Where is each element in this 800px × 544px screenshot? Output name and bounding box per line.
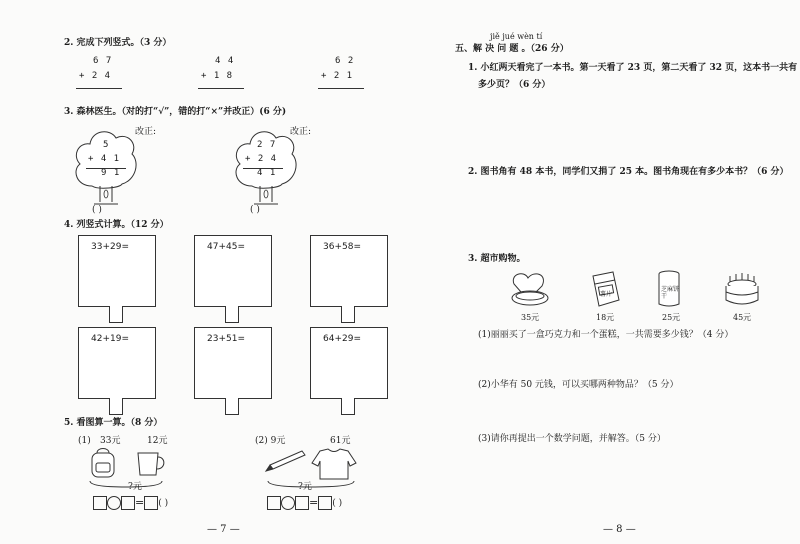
unit-paren: ( ) bbox=[158, 498, 169, 509]
tree-2-answer-paren[interactable]: ( ) bbox=[250, 205, 260, 215]
q5-1-price-a: 33元 bbox=[100, 436, 121, 446]
calc-box-1-expr: 33+29= bbox=[91, 242, 129, 252]
tree-1-answer-paren[interactable]: ( ) bbox=[92, 205, 102, 215]
q5-2-illustration bbox=[262, 445, 362, 489]
q2-3-line bbox=[318, 88, 364, 89]
q2-3-bottom: + 2 1 bbox=[321, 71, 354, 81]
tree-2-line3: 4 1 bbox=[257, 168, 277, 178]
q2-1-bottom: + 2 4 bbox=[79, 71, 112, 81]
page-number-left: — 7 — bbox=[207, 524, 240, 535]
product-2-price: 18元 bbox=[596, 313, 615, 322]
r-q3-sub1: (1)丽丽买了一盒巧克力和一个蛋糕，一共需要多少钱？（4 分） bbox=[478, 330, 734, 340]
calc-box-4-stand bbox=[109, 398, 123, 415]
q5-1-price-b: 12元 bbox=[147, 436, 168, 446]
q2-2-top: 4 4 bbox=[215, 56, 235, 66]
calc-box-2-stand bbox=[225, 306, 239, 323]
q5-1-brace bbox=[90, 481, 162, 487]
q4-title: 4. 列竖式计算。（12 分） bbox=[64, 220, 169, 230]
cup-icon bbox=[138, 453, 164, 475]
q2-1-top: 6 7 bbox=[93, 56, 113, 66]
r-q1-text2: 多少页？（6 分） bbox=[478, 80, 551, 90]
q5-1-label: (1) bbox=[78, 436, 91, 446]
calc-box-3-expr: 36+58= bbox=[323, 242, 361, 252]
q5-2-equation[interactable] bbox=[267, 496, 342, 511]
q5-title: 5. 看图算一算。（8 分） bbox=[64, 418, 163, 428]
calc-box-5-stand bbox=[225, 398, 239, 415]
q2-2-line bbox=[198, 88, 244, 89]
equals-sign: = bbox=[135, 496, 145, 509]
section-pinyin: jiě jué wèn tí bbox=[490, 32, 543, 41]
tree-1-line2: + 4 1 bbox=[88, 154, 121, 164]
operator-circle[interactable] bbox=[107, 496, 121, 510]
calc-box-5[interactable] bbox=[194, 327, 272, 399]
birthday-cake-icon bbox=[722, 268, 762, 310]
calc-box-1-stand bbox=[109, 306, 123, 323]
chocolate-box-icon bbox=[508, 270, 552, 310]
product-1-price: 35元 bbox=[521, 313, 540, 322]
section-title: 五、解 决 问 题 。（26 分） bbox=[455, 44, 569, 54]
operator-circle[interactable] bbox=[281, 496, 295, 510]
tree-1-correction-label: 改正: bbox=[135, 127, 157, 137]
q5-1-equation[interactable] bbox=[93, 496, 168, 511]
calc-box-1[interactable] bbox=[78, 235, 156, 307]
equals-sign: = bbox=[309, 496, 319, 509]
answer-square[interactable] bbox=[318, 496, 332, 510]
calc-box-6-expr: 64+29= bbox=[323, 334, 361, 344]
calc-box-2[interactable] bbox=[194, 235, 272, 307]
pen-icon bbox=[266, 451, 305, 471]
answer-square[interactable] bbox=[93, 496, 107, 510]
q5-2-total: ?元 bbox=[298, 482, 312, 492]
product-3-tag: 芝麻饼干 bbox=[661, 286, 680, 300]
calc-box-3-stand bbox=[341, 306, 355, 323]
answer-square[interactable] bbox=[267, 496, 281, 510]
answer-square[interactable] bbox=[144, 496, 158, 510]
answer-square[interactable] bbox=[121, 496, 135, 510]
r-q3-sub2: (2)小华有 50 元钱，可以买哪两种物品？（5 分） bbox=[478, 380, 679, 390]
q5-1-total: ?元 bbox=[128, 482, 142, 492]
r-q2-text: 2. 图书角有 48 本书，同学们又捐了 25 本。图书角现在有多少本书？（6 分） bbox=[468, 167, 789, 177]
backpack-icon bbox=[92, 449, 114, 478]
unit-paren: ( ) bbox=[332, 498, 343, 509]
product-3-price: 25元 bbox=[662, 313, 681, 322]
r-q3-sub3: (3)请你再提出一个数学问题，并解答。（5 分） bbox=[478, 434, 666, 444]
tree-1-line1: 5 bbox=[103, 140, 110, 150]
q3-title: 3. 森林医生。（对的打“√”，错的打“×”并改正）(6 分) bbox=[64, 107, 287, 117]
answer-square[interactable] bbox=[295, 496, 309, 510]
tree-2-line1: 2 7 bbox=[257, 140, 277, 150]
q2-1-line bbox=[76, 88, 122, 89]
calc-box-3[interactable] bbox=[310, 235, 388, 307]
q2-title: 2. 完成下列竖式。（3 分） bbox=[64, 38, 172, 48]
q5-2-price-b: 61元 bbox=[330, 436, 351, 446]
page-number-right: — 8 — bbox=[603, 524, 636, 535]
calc-box-2-expr: 47+45= bbox=[207, 242, 245, 252]
q5-2-label: (2) 9元 bbox=[255, 436, 286, 446]
calc-box-6[interactable] bbox=[310, 327, 388, 399]
calc-box-4-expr: 42+19= bbox=[91, 334, 129, 344]
product-2-tag: 薯片 bbox=[600, 291, 613, 298]
calc-box-6-stand bbox=[341, 398, 355, 415]
r-q3-title: 3. 超市购物。 bbox=[468, 254, 526, 264]
sweater-icon bbox=[312, 449, 356, 479]
r-q1-text1: 1. 小红两天看完了一本书。第一天看了 23 页，第二天看了 32 页，这本书一共有 bbox=[468, 63, 798, 73]
calc-box-5-expr: 23+51= bbox=[207, 334, 245, 344]
q2-3-top: 6 2 bbox=[335, 56, 355, 66]
q2-2-bottom: + 1 8 bbox=[201, 71, 234, 81]
tree-1-line3: 9 1 bbox=[101, 168, 121, 178]
tree-2-correction-label: 改正: bbox=[290, 127, 312, 137]
tree-2-line2: + 2 4 bbox=[245, 154, 278, 164]
calc-box-4[interactable] bbox=[78, 327, 156, 399]
product-4-price: 45元 bbox=[733, 313, 752, 322]
